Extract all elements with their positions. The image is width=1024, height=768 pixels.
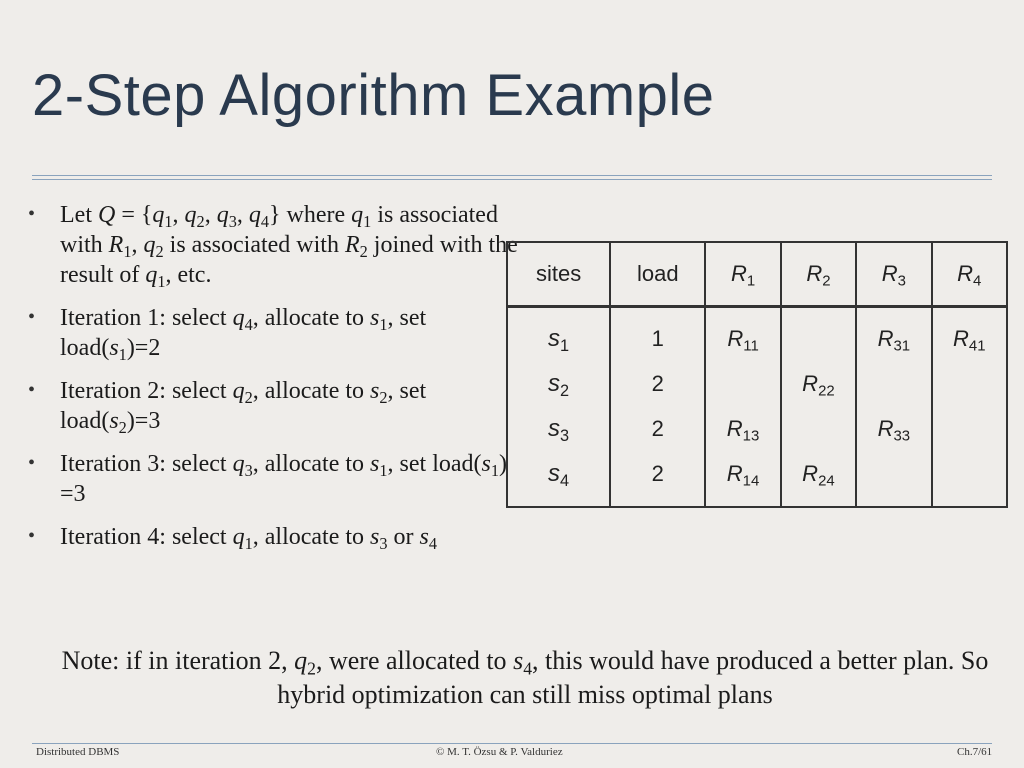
fragment-cell: [856, 361, 931, 406]
col-header-r4: $R_4$: [932, 242, 1007, 307]
slide-title: 2-Step Algorithm Example: [32, 63, 715, 128]
fragment-cell: $R_{13}$: [705, 406, 780, 451]
title-rule-top: [32, 175, 992, 176]
fragment-cell: $R_{31}$: [856, 307, 931, 362]
bullet-text-iteration-3: Iteration 3: select $q_3$, allocate to $s_1$, set $load(s_1) =3$: [60, 451, 508, 507]
site-cell: $s_1$: [507, 307, 610, 362]
load-cell: 2: [610, 451, 705, 507]
load-cell: 1: [610, 307, 705, 362]
load-cell: 2: [610, 361, 705, 406]
site-cell: $s_4$: [507, 451, 610, 507]
fragment-cell: [781, 307, 856, 362]
fragment-cell: [932, 451, 1007, 507]
bullet-dot-icon: •: [28, 452, 36, 474]
load-cell: 2: [610, 406, 705, 451]
fragment-cell: [932, 361, 1007, 406]
bullet-text-q-definition: Let $Q = \{q_1$, $q_2$, $q_3$, $q_4$} where $q_1$ is associated with $R_1$, $q_2$ is associated with $R_2$ joined with the result of $q_1$, etc.: [60, 202, 518, 291]
bullet-dot-icon: •: [28, 203, 36, 225]
table-row: [507, 307, 1007, 362]
bullet-dot-icon: •: [28, 379, 36, 401]
fragment-cell: $R_{22}$: [781, 361, 856, 406]
note-text: Note: if in iteration 2, $q_2$, were allocated to $s_4$, this would have produced a better plan. So hybrid optimization can still miss optimal plans: [61, 646, 989, 709]
col-header-sites: sites: [507, 242, 610, 307]
site-cell: $s_3$: [507, 406, 610, 451]
bullet-text-iteration-1: Iteration 1: select $q_4$, allocate to $s_1$, set $load(s_1)=2$: [60, 305, 427, 364]
col-header-r3: $R_3$: [856, 242, 931, 307]
fragment-cell: $R_{41}$: [932, 307, 1007, 362]
bullet-text-iteration-4: Iteration 4: select $q_1$, allocate to $s_3$ or $s_4$: [60, 524, 438, 553]
fragment-cell: [856, 451, 931, 507]
table-row: [507, 361, 1007, 406]
site-allocation-table: [506, 241, 1008, 508]
fragment-cell: $R_{14}$: [705, 451, 780, 507]
col-header-load: load: [610, 242, 705, 307]
fragment-cell: [781, 406, 856, 451]
footer-right: Ch.7/61: [957, 746, 993, 758]
table-row: [507, 451, 1007, 507]
bullet-item: [28, 303, 528, 363]
bullet-item: [28, 200, 528, 290]
table-header-row: [507, 242, 1007, 307]
fragment-cell: [932, 406, 1007, 451]
bullet-dot-icon: •: [28, 525, 36, 547]
fragment-cell: $R_{11}$: [705, 307, 780, 362]
fragment-cell: [705, 361, 780, 406]
fragment-cell: $R_{33}$: [856, 406, 931, 451]
col-header-r1: $R_1$: [705, 242, 780, 307]
table-row: [507, 406, 1007, 451]
bullet-text-iteration-2: Iteration 2: select $q_2$, allocate to $s_2$, set $load(s_2)=3$: [60, 378, 427, 437]
col-header-r2: $R_2$: [781, 242, 856, 307]
footer-left: Distributed DBMS: [36, 746, 120, 758]
note-label: Note:: [61, 646, 120, 675]
site-cell: $s_2$: [507, 361, 610, 406]
fragment-cell: $R_{24}$: [781, 451, 856, 507]
bullet-item: [28, 449, 528, 509]
footer-center: © M. T. Özsu & P. Valduriez: [436, 746, 563, 758]
bullet-item: [28, 522, 528, 552]
bullet-item: [28, 376, 528, 436]
bullet-list: [28, 200, 528, 565]
bullet-dot-icon: •: [28, 306, 36, 328]
footer-rule: [32, 743, 992, 744]
title-rule-bottom: [32, 179, 992, 180]
